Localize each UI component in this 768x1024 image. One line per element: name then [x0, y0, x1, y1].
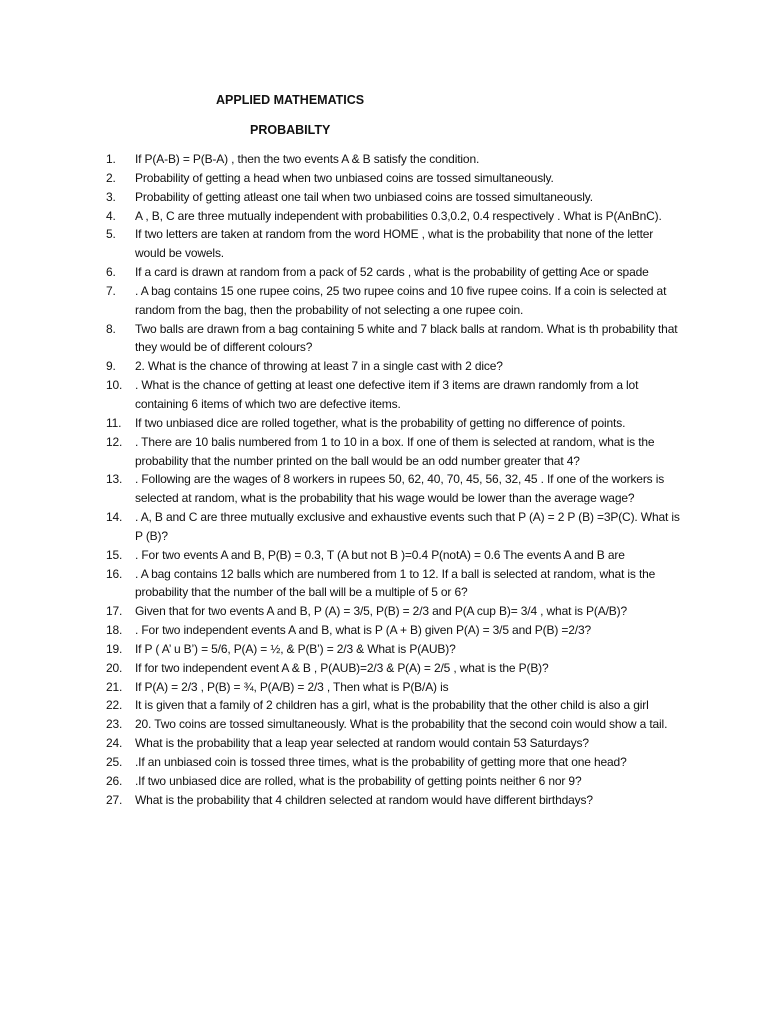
question-number: 20. — [106, 660, 123, 675]
question-number: 13. — [106, 472, 123, 487]
question-text: 2. What is the chance of throwing at least 7 in a single cast with 2 dice? — [135, 359, 503, 374]
question-item — [106, 376, 686, 414]
question-text: If two unbiased dice are rolled together, what is the probability of getting no difference of points. — [135, 415, 626, 430]
question-text: If two letters are taken at random from the word HOME , what is the probability that none of the letter would be vowels. — [135, 227, 654, 261]
question-number: 3. — [106, 189, 116, 204]
question-number: 12. — [106, 434, 123, 449]
question-item — [106, 659, 686, 678]
question-text: . A bag contains 15 one rupee coins, 25 two rupee coins and 10 five rupee coins. If a coin is selected at random from the bag, then the probability of not selecting a one rupee coin. — [135, 283, 667, 317]
question-number: 10. — [106, 378, 123, 393]
question-number: 7. — [106, 283, 116, 298]
question-number: 9. — [106, 359, 116, 374]
page-subtitle: PROBABILTY — [250, 123, 331, 137]
question-number: 5. — [106, 227, 116, 242]
question-item — [106, 772, 686, 791]
question-number: 1. — [106, 152, 116, 166]
question-number: 6. — [106, 265, 116, 280]
question-text: If for two independent event A & B , P(AUB)=2/3 & P(A) = 2/5 , what is the P(B)? — [135, 660, 549, 675]
question-item — [106, 508, 686, 546]
question-number: 11. — [106, 415, 122, 430]
question-item — [106, 678, 686, 697]
question-text: .If an unbiased coin is tossed three times, what is the probability of getting more that one head? — [135, 755, 627, 769]
question-number: 2. — [106, 170, 116, 185]
question-text: If a card is drawn at random from a pack of 52 cards , what is the probability of getting Ace or spade — [135, 265, 649, 280]
question-text: If P(A-B) = P(B-A) , then the two events A & B satisfy the condition. — [135, 152, 480, 166]
page-title: APPLIED MATHEMATICS — [216, 93, 365, 107]
question-item — [106, 414, 686, 433]
question-text: What is the probability that a leap year selected at random would contain 53 Saturdays? — [135, 736, 589, 751]
question-text: Two balls are drawn from a bag containing 5 white and 7 black balls at random. What is th probability that they would be of different colours? — [135, 321, 678, 355]
question-item — [106, 640, 686, 659]
question-item — [106, 734, 686, 753]
question-number: 14. — [106, 510, 123, 525]
question-item — [106, 207, 686, 226]
question-number: 21. — [106, 679, 123, 694]
question-item — [106, 565, 686, 603]
question-item — [106, 621, 686, 640]
question-text: Probability of getting atleast one tail when two unbiased coins are tossed simultaneously. — [135, 189, 593, 204]
question-text: . What is the chance of getting at least one defective item if 3 items are drawn randomly from a lot containing 6 items of which two are defective items. — [135, 378, 639, 411]
question-text: Probability of getting a head when two unbiased coins are tossed simultaneously. — [135, 170, 554, 185]
question-text: What is the probability that 4 children selected at random would have different birthdays? — [135, 792, 593, 807]
question-text: It is given that a family of 2 children has a girl, what is the probability that the other child is also a girl — [135, 698, 649, 713]
question-item — [106, 791, 686, 810]
question-item — [106, 225, 686, 263]
question-number: 23. — [106, 717, 123, 732]
question-number: 25. — [106, 755, 123, 769]
question-item — [106, 320, 686, 358]
question-text: If P ( A’ u B’) = 5/6, P(A) = ½, & P(B’) = 2/3 & What is P(AUB)? — [135, 641, 456, 656]
question-number: 24. — [106, 736, 123, 751]
question-text: A , B, C are three mutually independent with probabilities 0.3,0.2, 0.4 respectively . What is P(AnBnC). — [135, 208, 662, 223]
question-item — [106, 546, 686, 565]
question-text: . A bag contains 12 balls which are numbered from 1 to 12. If a ball is selected at random, what is the probability that the number of the ball will be a multiple of 5 or 6? — [135, 566, 656, 600]
question-item — [106, 753, 686, 772]
question-item — [106, 433, 686, 471]
question-item — [106, 696, 686, 715]
question-number: 15. — [106, 547, 123, 562]
question-text: .If two unbiased dice are rolled, what is the probability of getting points neither 6 nor 9? — [135, 773, 582, 788]
question-text: . Following are the wages of 8 workers in rupees 50, 62, 40, 70, 45, 56, 32, 45 . If one of the workers is selected at random, what is the probability that his wage would be lower than the average wage? — [135, 472, 665, 506]
question-item — [106, 715, 686, 734]
question-number: 26. — [106, 773, 123, 788]
question-number: 4. — [106, 208, 116, 223]
question-item — [106, 263, 686, 282]
question-text: . For two events A and B, P(B) = 0.3, T (A but not B )=0.4 P(notA) = 0.6 The events A and B are — [135, 547, 625, 562]
question-number: 27. — [106, 792, 123, 807]
question-item — [106, 470, 686, 508]
question-text: . For two independent events A and B, what is P (A + B) given P(A) = 3/5 and P(B) =2/3? — [135, 623, 592, 638]
question-number: 17. — [106, 604, 123, 619]
question-number: 19. — [106, 641, 123, 656]
question-number: 22. — [106, 698, 123, 713]
question-number: 18. — [106, 623, 123, 638]
question-text: 20. Two coins are tossed simultaneously. What is the probability that the second coin would show a tail. — [135, 717, 668, 732]
question-item — [106, 357, 686, 376]
question-text: . A, B and C are three mutually exclusive and exhaustive events such that P (A) = 2 P (B) =3P(C). What is P (B)? — [135, 510, 680, 543]
question-list — [106, 150, 686, 810]
question-number: 16. — [106, 566, 123, 581]
question-item — [106, 602, 686, 621]
question-text: If P(A) = 2/3 , P(B) = ¾, P(A/B) = 2/3 , Then what is P(B/A) is — [135, 679, 449, 694]
question-item — [106, 169, 686, 188]
question-text: Given that for two events A and B, P (A) = 3/5, P(B) = 2/3 and P(A cup B)= 3/4 , what is P(A/B)? — [135, 604, 627, 619]
question-item — [106, 188, 686, 207]
question-item — [106, 282, 686, 320]
question-item — [106, 150, 686, 169]
question-number: 8. — [106, 321, 116, 336]
question-text: . There are 10 balis numbered from 1 to 10 in a box. If one of them is selected at random, what is the probability that the number printed on the ball would be an odd number greater that 4? — [135, 434, 655, 468]
